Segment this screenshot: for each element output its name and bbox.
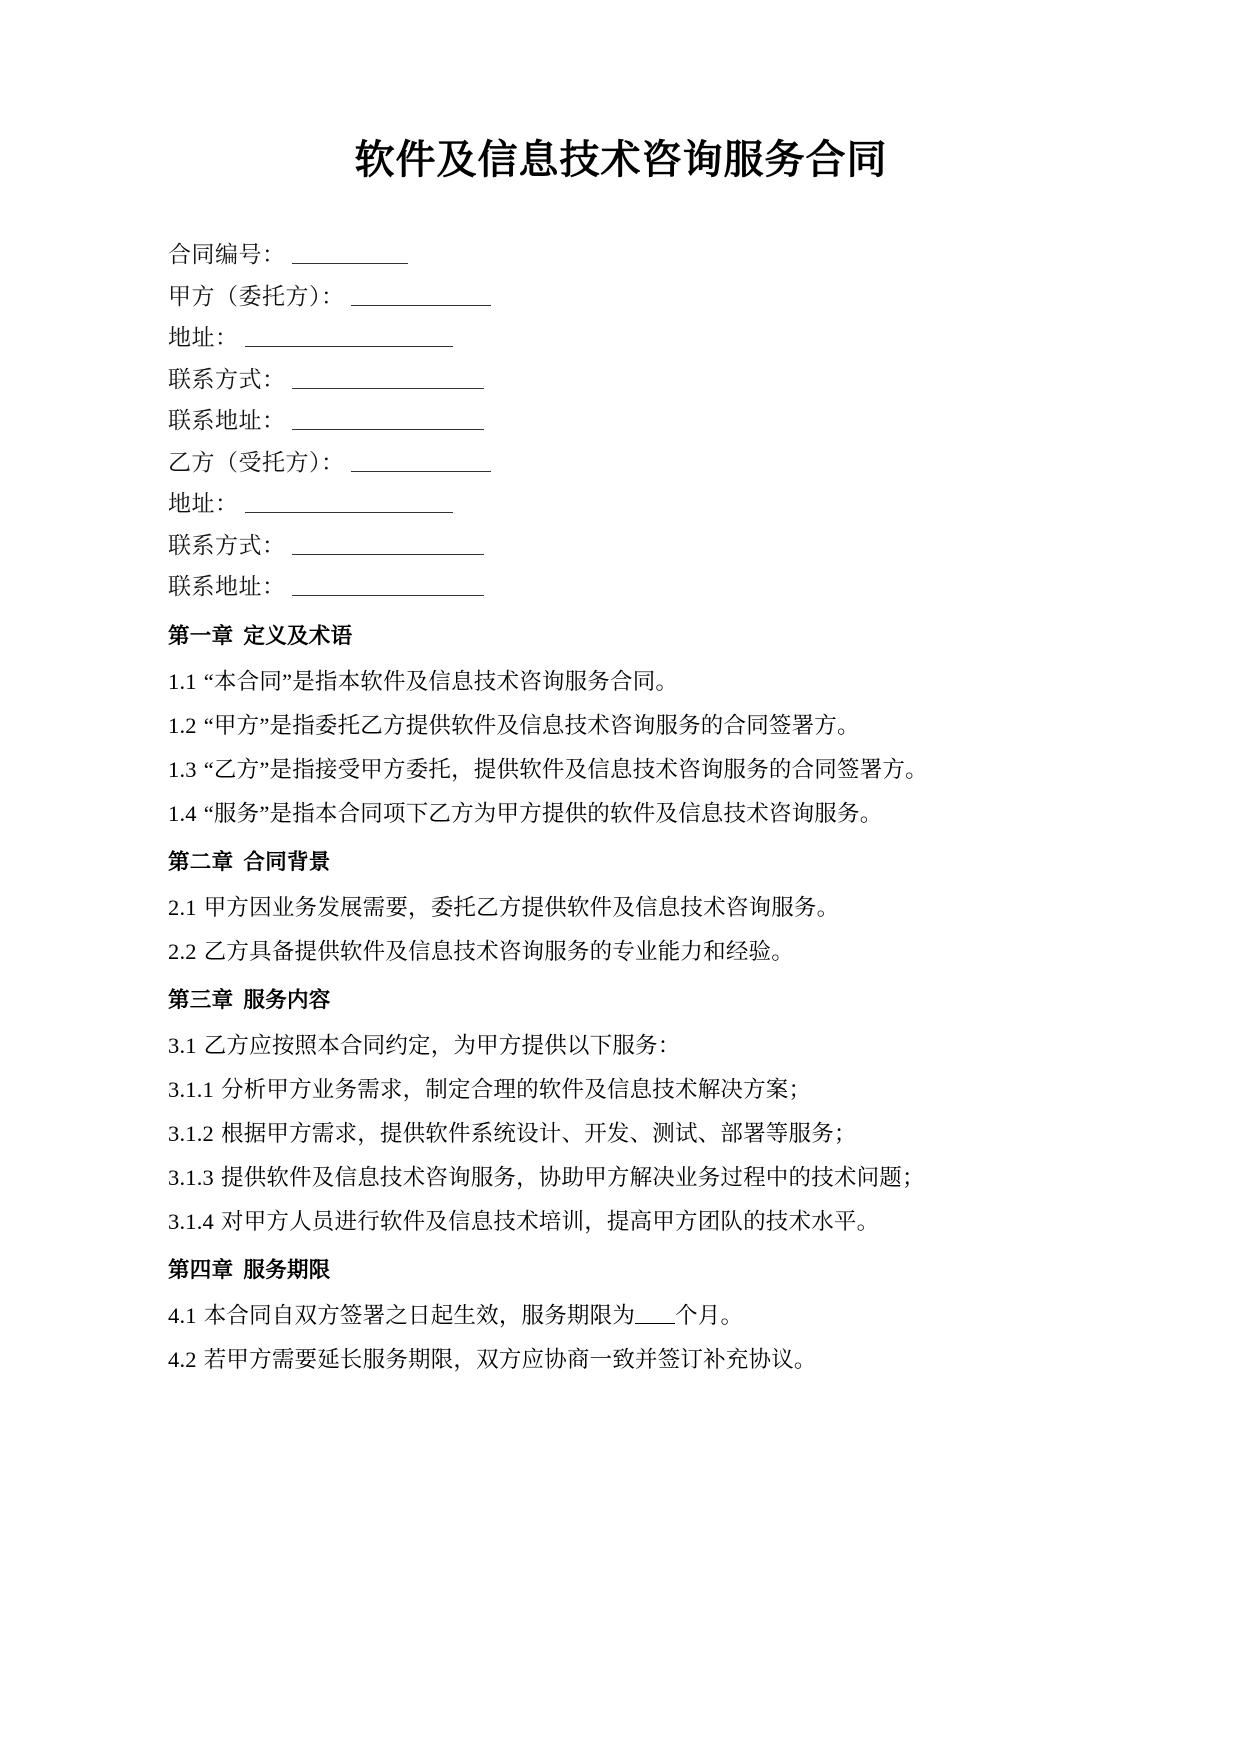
clause-text: 甲方因业务发展需要，委托乙方提供软件及信息技术咨询服务。: [203, 894, 840, 920]
clause-text: “服务”是指本合同项下乙方为甲方提供的软件及信息技术咨询服务。: [203, 800, 883, 826]
chapter-number: 第四章: [168, 1257, 234, 1282]
field-label: 甲方（委托方）：: [168, 283, 345, 309]
clause-number: 4.1: [168, 1302, 197, 1328]
contract-header-fields: [168, 234, 1074, 608]
fill-in-blank[interactable]: [351, 449, 491, 472]
field-contract-number: [168, 234, 1074, 276]
clause-text: 分析甲方业务需求，制定合理的软件及信息技术解决方案；: [221, 1076, 812, 1102]
clause-number: 3.1.2: [168, 1120, 214, 1146]
clause-number: 1.1: [168, 668, 197, 694]
fill-in-blank[interactable]: [292, 366, 484, 389]
clause-number: 2.2: [168, 938, 197, 964]
clause-text: 根据甲方需求，提供软件系统设计、开发、测试、部署等服务；: [221, 1120, 857, 1146]
clause-number: 3.1.3: [168, 1164, 214, 1190]
field-label: 联系方式：: [168, 366, 286, 392]
clause-number: 3.1: [168, 1032, 197, 1058]
fill-in-blank[interactable]: [292, 407, 484, 430]
field-party-a-name: [168, 276, 1074, 318]
chapter-number: 第三章: [168, 987, 234, 1012]
fill-in-blank[interactable]: [245, 324, 453, 347]
clause-text: 对甲方人员进行软件及信息技术培训，提高甲方团队的技术水平。: [221, 1208, 880, 1234]
clause-1-2: [168, 704, 1074, 748]
clause-3-1: [168, 1024, 1074, 1068]
field-party-a-address: [168, 317, 1074, 359]
clause-number: 3.1.1: [168, 1076, 214, 1102]
field-label: 联系地址：: [168, 408, 286, 433]
clause-3-1-4: [168, 1200, 1074, 1244]
clause-number: 1.2: [168, 712, 197, 738]
clause-text: “乙方”是指接受甲方委托，提供软件及信息技术咨询服务的合同签署方。: [203, 756, 928, 782]
fill-in-blank[interactable]: [292, 532, 484, 555]
page-title: 软件及信息技术咨询服务合同: [354, 138, 888, 182]
chapter-heading-4: [168, 1256, 1074, 1285]
clause-number: 1.4: [168, 800, 197, 826]
service-term-blank[interactable]: [635, 1303, 675, 1323]
chapter-title: 服务内容: [243, 987, 331, 1012]
clause-4-1: [168, 1294, 1074, 1338]
field-party-a-contact: [168, 359, 1074, 401]
clause-text: 乙方具备提供软件及信息技术咨询服务的专业能力和经验。: [203, 938, 794, 964]
clause-1-4: [168, 792, 1074, 836]
chapter-heading-3: [168, 986, 1074, 1015]
clause-text: 提供软件及信息技术咨询服务，协助甲方解决业务过程中的技术问题；: [221, 1164, 925, 1190]
clause-text: “本合同”是指本软件及信息技术咨询服务合同。: [203, 668, 679, 694]
clause-2-1: [168, 886, 1074, 930]
clause-number: 4.2: [168, 1346, 197, 1372]
fill-in-blank[interactable]: [292, 241, 408, 264]
clause-1-3: [168, 748, 1074, 792]
clause-text-before-blank: 本合同自双方签署之日起生效，服务期限为: [203, 1302, 636, 1328]
chapter-title: 服务期限: [243, 1257, 331, 1282]
field-label: 联系方式：: [168, 532, 286, 558]
chapter-number: 第二章: [168, 849, 234, 874]
field-party-b-contact-address: [168, 566, 1074, 608]
clause-3-1-1: [168, 1068, 1074, 1112]
chapter-heading-1: [168, 622, 1074, 651]
clause-text: “甲方”是指委托乙方提供软件及信息技术咨询服务的合同签署方。: [203, 712, 860, 738]
clause-number: 1.3: [168, 756, 197, 782]
clause-3-1-2: [168, 1112, 1074, 1156]
chapter-title: 合同背景: [243, 849, 331, 874]
clause-number: 3.1.4: [168, 1208, 214, 1234]
clause-1-1: [168, 660, 1074, 704]
fill-in-blank[interactable]: [351, 283, 491, 306]
field-label: 合同编号：: [168, 242, 286, 267]
clause-4-2: [168, 1338, 1074, 1382]
field-party-b-contact: [168, 525, 1074, 567]
field-label: 乙方（受托方）：: [168, 449, 345, 475]
clause-3-1-3: [168, 1156, 1074, 1200]
clause-number: 2.1: [168, 894, 197, 920]
chapter-number: 第一章: [168, 623, 234, 648]
chapter-heading-2: [168, 848, 1074, 877]
fill-in-blank[interactable]: [292, 573, 484, 596]
fill-in-blank[interactable]: [245, 490, 453, 513]
field-party-b-address: [168, 483, 1074, 525]
clause-text: 若甲方需要延长服务期限，双方应协商一致并签订补充协议。: [203, 1346, 817, 1372]
chapter-title: 定义及术语: [243, 623, 353, 648]
clause-text-after-blank: 个月。: [675, 1302, 744, 1328]
field-party-b-name: [168, 442, 1074, 484]
clause-text: 乙方应按照本合同约定，为甲方提供以下服务：: [203, 1032, 681, 1058]
clause-2-2: [168, 930, 1074, 974]
field-label: 地址：: [168, 491, 239, 516]
field-party-a-contact-address: [168, 400, 1074, 442]
field-label: 联系地址：: [168, 574, 286, 599]
field-label: 地址：: [168, 325, 239, 350]
document-body: [168, 0, 1074, 1382]
